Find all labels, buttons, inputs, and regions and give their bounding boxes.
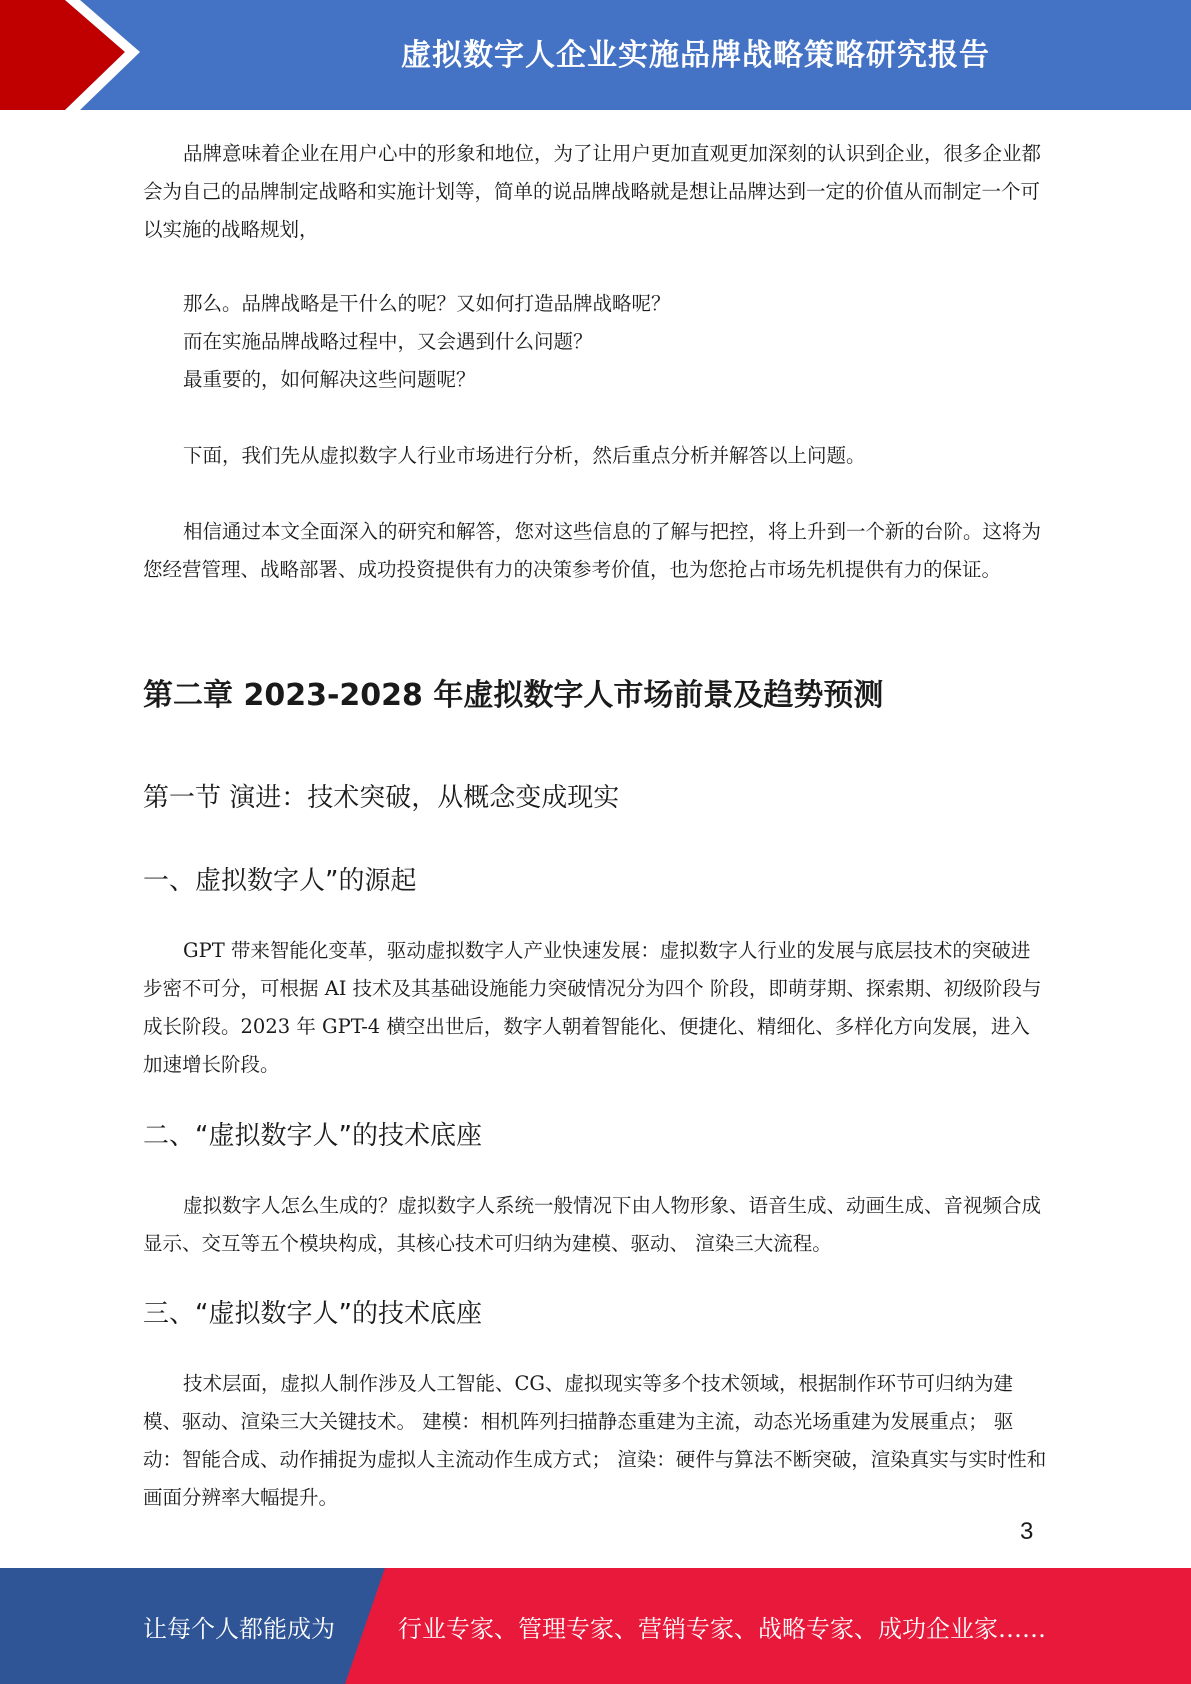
intro-paragraph: 品牌意味着企业在用户心中的形象和地位，为了让用户更加直观更加深刻的认识到企业，很多企业都会为自己的品牌制定战略和实施计划等，简单的说品牌战略就是想让品牌达到一定的价值从而制定一个可以实施的战略规划， [143, 142, 1042, 241]
belief-paragraph: 相信通过本文全面深入的研究和解答，您对这些信息的了解与把控，将上升到一个新的台阶。这将为您经营管理、战略部署、成功投资提供有力的决策参考价值，也为您抢占市场先机提供有力的保证。 [143, 520, 1042, 581]
subsection-title: 一、虚拟数字人”的源起 [143, 866, 417, 896]
chapter-title: 第二章 2023-2028 年虚拟数字人市场前景及趋势预测 [143, 678, 884, 713]
footer-slogan: 让每个人都能成为 [143, 1614, 335, 1643]
subsection-title: 二、“虚拟数字人”的技术底座 [143, 1121, 482, 1151]
question-line: 而在实施品牌战略过程中，又会遇到什么问题？ [183, 330, 593, 353]
subsection-title: 三、“虚拟数字人”的技术底座 [143, 1299, 482, 1329]
subsection-paragraph: GPT 带来智能化变革，驱动虚拟数字人产业快速发展：虚拟数字人行业的发展与底层技术的突破进步密不可分，可根据 AI 技术及其基础设施能力突破情况分为四个 阶段，即萌芽期、探索期、初级阶段与成长阶段。2023 年 GPT-4 横空出世后，数字人朝着智能化、便捷化、精细化、多样化方向发展，进入加速增长阶段。 [143, 939, 1042, 1076]
section-title: 第一节 演进：技术突破，从概念变成现实 [143, 783, 620, 813]
next-paragraph: 下面，我们先从虚拟数字人行业市场进行分析，然后重点分析并解答以上问题。 [183, 444, 866, 467]
question-line: 最重要的，如何解决这些问题呢？ [183, 368, 476, 391]
page-footer [0, 1568, 1191, 1684]
subsection-paragraph: 技术层面，虚拟人制作涉及人工智能、CG、虚拟现实等多个技术领域，根据制作环节可归纳为建模、驱动、渲染三大关键技术。 建模：相机阵列扫描静态重建为主流，动态光场重建为发展重点； 驱动：智能合成、动作捕捉为虚拟人主流动作生成方式； 渲染：硬件与算法不断突破，渲染真实与实时性和画面分辨率大幅提升。 [143, 1372, 1047, 1509]
page-header [0, 0, 1191, 110]
header-title: 虚拟数字人企业实施品牌战略策略研究报告 [401, 38, 990, 73]
question-line: 那么。品牌战略是干什么的呢？又如何打造品牌战略呢？ [183, 292, 671, 315]
subsection-paragraph: 虚拟数字人怎么生成的？虚拟数字人系统一般情况下由人物形象、语音生成、动画生成、音视频合成显示、交互等五个模块构成，其核心技术可归纳为建模、驱动、 渲染三大流程。 [143, 1194, 1042, 1255]
header-arrow-decoration [0, 0, 200, 110]
footer-roles: 行业专家、管理专家、营销专家、战略专家、成功企业家…… [398, 1614, 1046, 1643]
page-number: 3 [1020, 1518, 1034, 1545]
